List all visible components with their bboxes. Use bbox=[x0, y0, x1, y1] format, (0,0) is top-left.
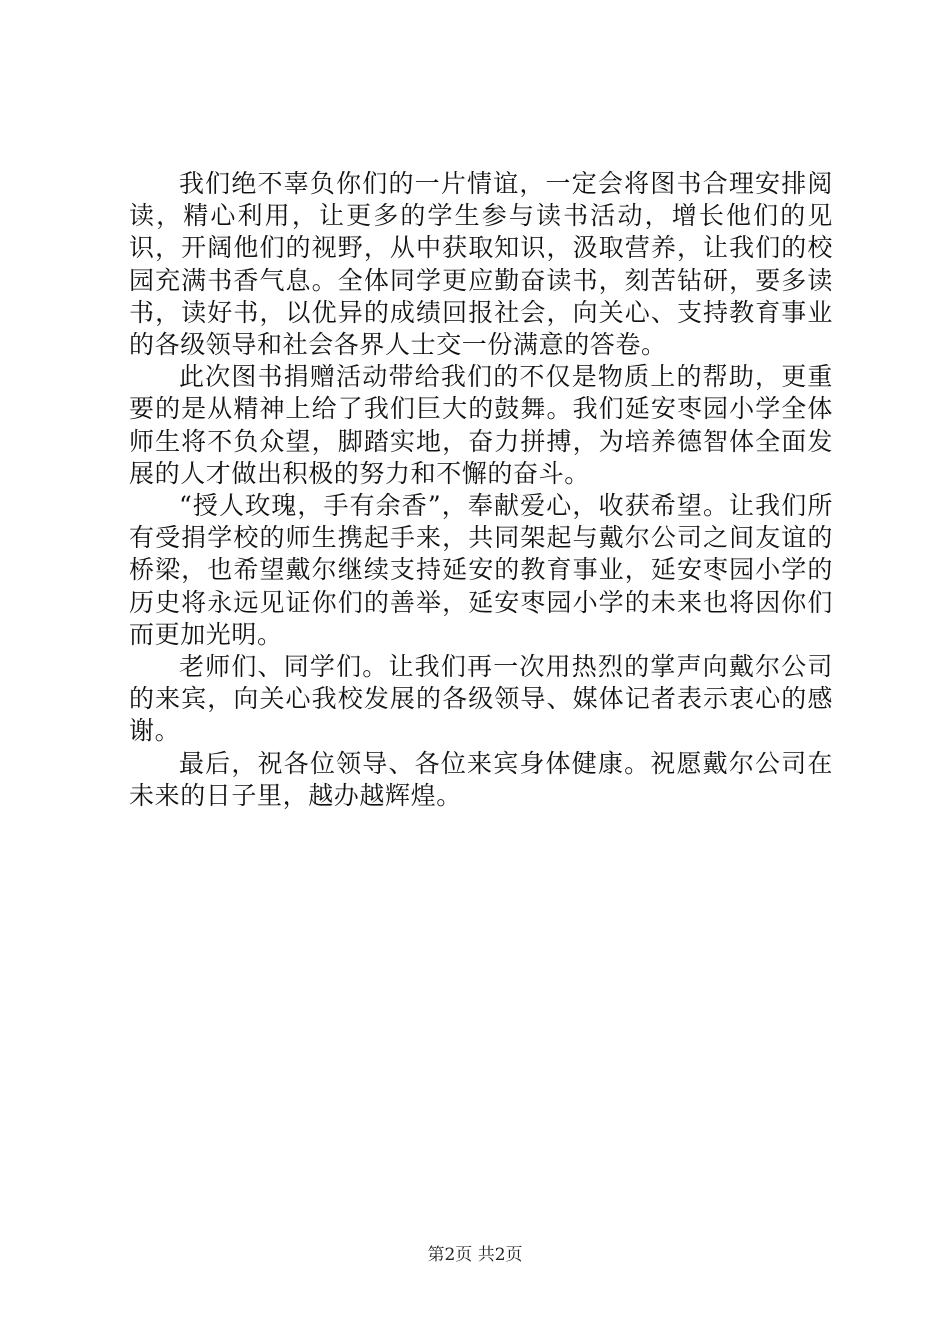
paragraph-friendship: “授人玫瑰，手有余香”，奉献爱心，收获希望。让我们所有受捐学校的师生携起手来，共同架起与戴尔公司之间友谊的桥梁，也希望戴尔继续支持延安的教育事业，延安枣园小学的历史将永远见证你们的善举，延安枣园小学的未来也将因你们而更加光明。 bbox=[129, 491, 833, 649]
page-number-footer: 第2页 共2页 bbox=[427, 1245, 523, 1265]
paragraph-closing-wishes: 最后，祝各位领导、各位来宾身体健康。祝愿戴尔公司在未来的日子里，越办越辉煌。 bbox=[129, 748, 833, 810]
paragraph-thanks: 老师们、同学们。让我们再一次用热烈的掌声向戴尔公司的来宾，向关心我校发展的各级领导、媒体记者表示衷心的感谢。 bbox=[129, 652, 833, 746]
paragraph-commitment: 我们绝不辜负你们的一片情谊，一定会将图书合理安排阅读，精心利用，让更多的学生参与读书活动，增长他们的见识，开阔他们的视野，从中获取知识，汲取营养，让我们的校园充满书香气息。全体同学更应勤奋读书，刻苦钻研，要多读书，读好书，以优异的成绩回报社会，向关心、支持教育事业的各级领导和社会各界人士交一份满意的答卷。 bbox=[129, 169, 833, 360]
document-body bbox=[129, 168, 833, 812]
paragraph-encouragement: 此次图书捐赠活动带给我们的不仅是物质上的帮助，更重要的是从精神上给了我们巨大的鼓舞。我们延安枣园小学全体师生将不负众望，脚踏实地，奋力拼搏，为培养德智体全面发展的人才做出积极的努力和不懈的奋斗。 bbox=[129, 362, 833, 488]
